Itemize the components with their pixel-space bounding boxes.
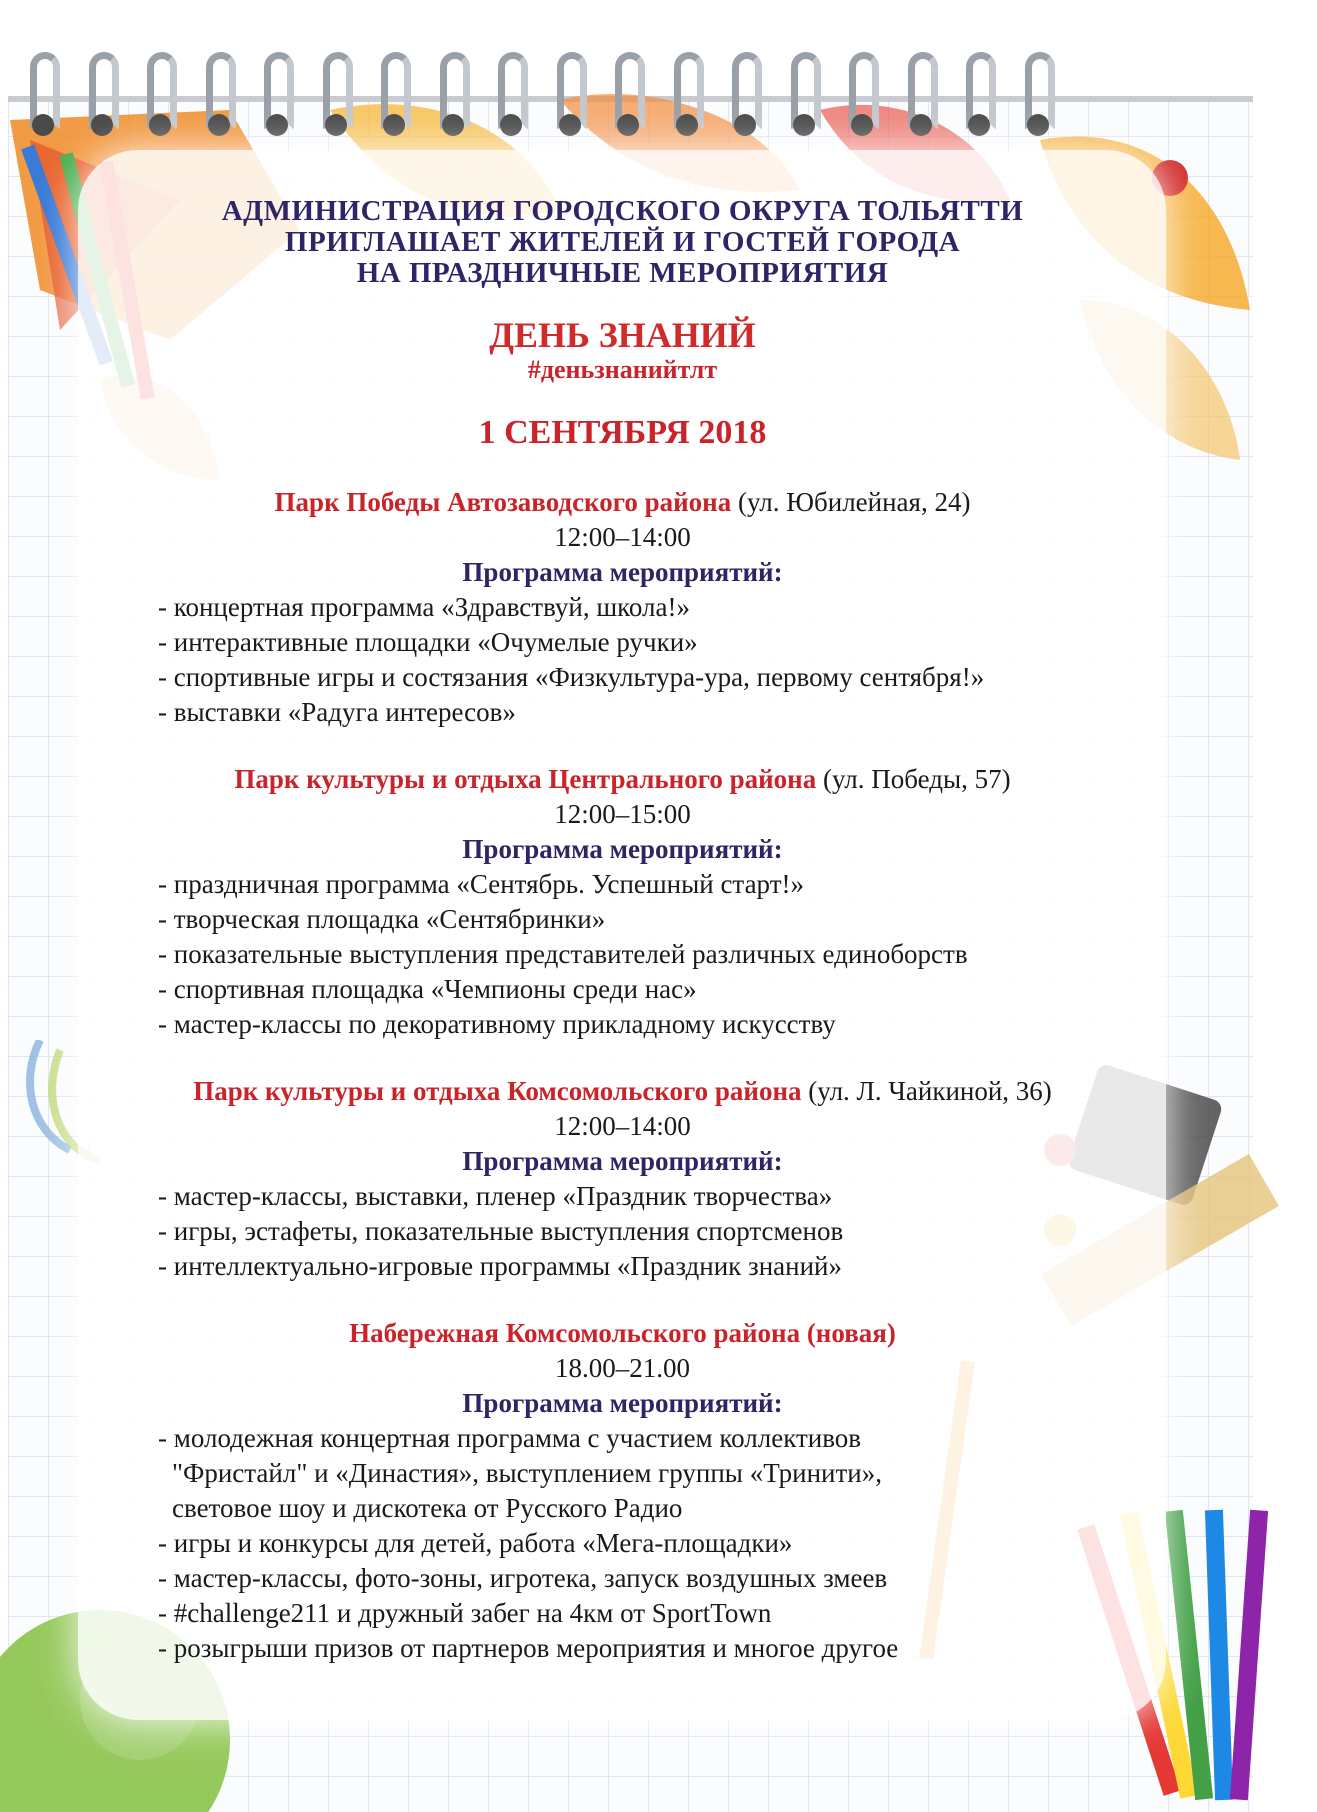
program-item: - мастер-классы, фото-зоны, игротека, запуск воздушных змеев xyxy=(158,1563,888,1593)
program-item: - игры и конкурсы для детей, работа «Мега-площадки» xyxy=(158,1528,793,1558)
program-item: - интерактивные площадки «Очумелые ручки» xyxy=(158,627,698,657)
program-item: - праздничная программа «Сентябрь. Успешный старт!» xyxy=(158,869,804,899)
binding-hole xyxy=(442,114,464,136)
program-item: - концертная программа «Здравствуй, школа!» xyxy=(158,592,690,622)
program-item-text: световое шоу и дискотека от Русского Радио xyxy=(172,1493,683,1523)
binding-hole xyxy=(676,114,698,136)
venue-time: 12:00–15:00 xyxy=(554,799,691,829)
venue-heading xyxy=(100,762,1145,797)
binding-hole xyxy=(266,114,288,136)
program-item: - творческая площадка «Сентябринки» xyxy=(158,904,606,934)
event-title: ДЕНЬ ЗНАНИЙ xyxy=(489,315,756,355)
intro-line: ПРИГЛАШАЕТ ЖИТЕЛЕЙ И ГОСТЕЙ ГОРОДА xyxy=(284,226,961,258)
binding-hole xyxy=(793,114,815,136)
venue-time: 12:00–14:00 xyxy=(554,1111,691,1141)
binding-hole xyxy=(500,114,522,136)
binding-hole xyxy=(32,114,54,136)
program-list xyxy=(100,867,1145,1042)
binding-hole xyxy=(91,114,113,136)
venue-time: 18.00–21.00 xyxy=(555,1353,690,1383)
program-item: - молодежная концертная программа с участием коллективов xyxy=(158,1423,862,1453)
program-item: - показательные выступления представителей различных единоборств xyxy=(158,939,968,969)
program-item: - спортивная площадка «Чемпионы среди нас» xyxy=(158,974,697,1004)
venue-address: (ул. Юбилейная, 24) xyxy=(737,487,971,517)
announcement xyxy=(100,196,1145,1666)
binding-hole xyxy=(559,114,581,136)
venue-heading xyxy=(100,1074,1145,1109)
program-item: - розыгрыши призов от партнеров мероприятия и многое другое xyxy=(158,1633,899,1663)
venue-address: (ул. Л. Чайкиной, 36) xyxy=(808,1076,1052,1106)
binding-hole xyxy=(617,114,639,136)
spiral-binding xyxy=(20,52,1260,142)
binding-hole xyxy=(851,114,873,136)
program-item: - мастер-классы, выставки, пленер «Праздник творчества» xyxy=(158,1181,833,1211)
venue-block xyxy=(100,1074,1145,1284)
program-item: - интеллектуально-игровые программы «Праздник знаний» xyxy=(158,1251,842,1281)
binding-hole xyxy=(325,114,347,136)
program-list xyxy=(100,1421,1145,1666)
program-item: - игры, эстафеты, показательные выступления спортсменов xyxy=(158,1216,844,1246)
binding-hole xyxy=(1027,114,1049,136)
binding-hole xyxy=(149,114,171,136)
venue-block xyxy=(100,1316,1145,1666)
program-item-continuation xyxy=(100,1456,1145,1491)
intro-heading xyxy=(100,196,1145,289)
event-hashtag: #деньзнанийтлт xyxy=(527,355,718,384)
program-item: - выставки «Радуга интересов» xyxy=(158,697,516,727)
binding-hole xyxy=(734,114,756,136)
venue-name: Парк Победы Автозаводского района xyxy=(274,487,732,517)
program-item: - #challenge211 и дружный забег на 4км от SportTown xyxy=(158,1598,772,1628)
program-list xyxy=(100,590,1145,730)
program-item-text: "Фристайл" и «Династия», выступлением группы «Тринити», xyxy=(172,1458,883,1488)
venue-block xyxy=(100,485,1145,730)
binding-hole xyxy=(968,114,990,136)
intro-line: НА ПРАЗДНИЧНЫЕ МЕРОПРИЯТИЯ xyxy=(356,257,889,289)
binding-hole xyxy=(208,114,230,136)
venue-address: (ул. Победы, 57) xyxy=(822,764,1011,794)
program-item-continuation xyxy=(100,1491,1145,1526)
binding-hole xyxy=(910,114,932,136)
program-label: Программа мероприятий: xyxy=(462,557,783,587)
event-date: 1 СЕНТЯБРЯ 2018 xyxy=(478,414,767,451)
venue-time: 12:00–14:00 xyxy=(554,522,691,552)
program-label: Программа мероприятий: xyxy=(462,1388,783,1418)
venue-heading xyxy=(100,1316,1145,1351)
intro-line: АДМИНИСТРАЦИЯ ГОРОДСКОГО ОКРУГА ТОЛЬЯТТИ xyxy=(221,195,1024,227)
program-item: - спортивные игры и состязания «Физкультура-ура, первому сентября!» xyxy=(158,662,985,692)
venue-name: Парк культуры и отдыха Центрального района xyxy=(234,764,817,794)
venue-heading xyxy=(100,485,1145,520)
venue-name: Набережная Комсомольского района (новая) xyxy=(349,1318,896,1348)
program-item: - мастер-классы по декоративному прикладному искусству xyxy=(158,1009,836,1039)
venue-name: Парк культуры и отдыха Комсомольского района xyxy=(193,1076,802,1106)
program-label: Программа мероприятий: xyxy=(462,834,783,864)
program-list xyxy=(100,1179,1145,1284)
venue-block xyxy=(100,762,1145,1042)
binding-hole xyxy=(383,114,405,136)
program-label: Программа мероприятий: xyxy=(462,1146,783,1176)
